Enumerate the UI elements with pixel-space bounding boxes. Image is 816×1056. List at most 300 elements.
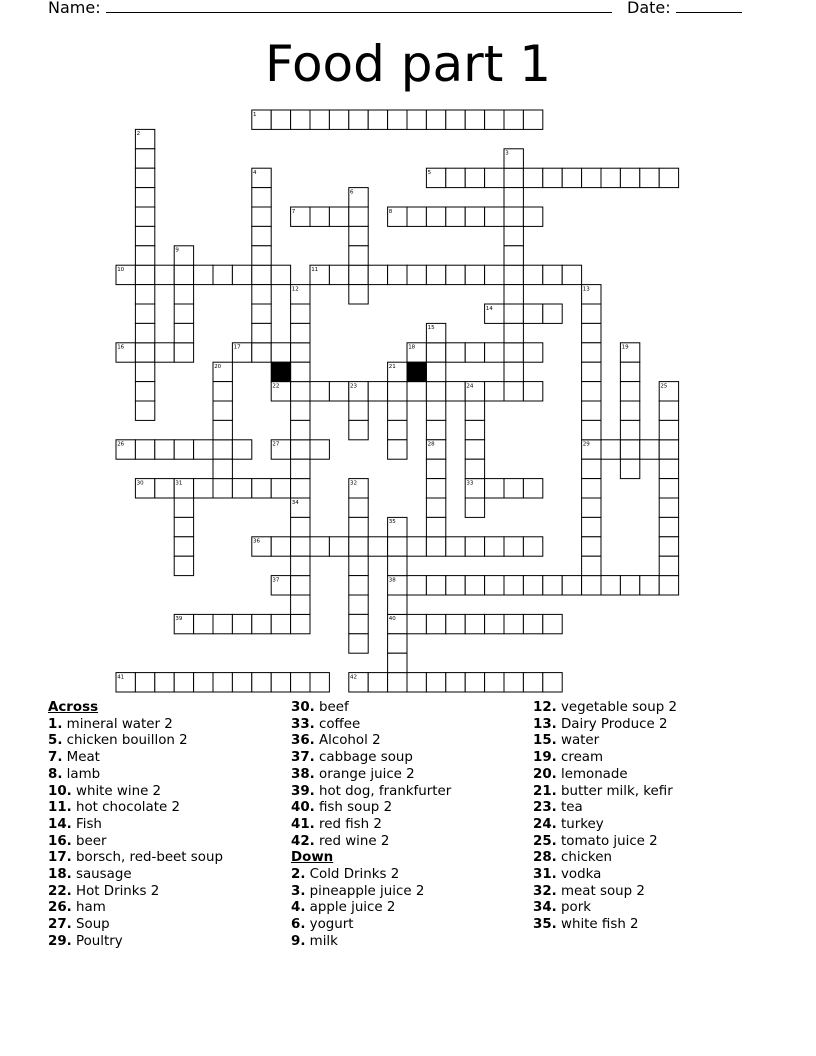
grid-cell[interactable] <box>388 537 407 556</box>
grid-cell[interactable] <box>252 226 271 245</box>
grid-cell[interactable] <box>582 382 601 401</box>
grid-cell[interactable] <box>582 537 601 556</box>
grid-cell[interactable] <box>523 207 542 226</box>
grid-cell[interactable] <box>659 498 678 517</box>
grid-cell[interactable] <box>135 382 154 401</box>
grid-cell[interactable] <box>291 420 310 439</box>
grid-cell[interactable] <box>155 673 174 692</box>
grid-cell[interactable] <box>388 653 407 672</box>
grid-cell[interactable] <box>252 343 271 362</box>
clue-item <box>533 733 677 750</box>
grid-cell[interactable] <box>426 362 445 381</box>
grid-cell[interactable] <box>135 149 154 168</box>
grid-cell[interactable] <box>349 110 368 129</box>
grid-cell[interactable] <box>485 576 504 595</box>
grid-cell[interactable] <box>252 323 271 342</box>
clue-item <box>291 834 451 851</box>
grid-cell[interactable] <box>407 537 426 556</box>
grid-cell[interactable] <box>329 382 348 401</box>
grid-cell[interactable] <box>659 556 678 575</box>
grid-cell[interactable] <box>174 285 193 304</box>
grid-cell[interactable] <box>465 265 484 284</box>
grid-cell[interactable] <box>504 537 523 556</box>
grid-cell[interactable] <box>485 168 504 187</box>
clue-number-label: 33. <box>291 716 315 732</box>
grid-cell[interactable] <box>291 517 310 536</box>
grid-cell[interactable] <box>465 537 484 556</box>
grid-cell[interactable] <box>523 479 542 498</box>
grid-cell[interactable] <box>135 226 154 245</box>
grid-cell[interactable] <box>659 537 678 556</box>
grid-cell[interactable] <box>388 440 407 459</box>
grid-cell[interactable] <box>213 614 232 633</box>
clue-item <box>48 834 223 851</box>
grid-cell[interactable] <box>349 576 368 595</box>
grid-cell[interactable] <box>388 401 407 420</box>
grid-cell[interactable] <box>504 188 523 207</box>
grid-cell[interactable] <box>135 265 154 284</box>
grid-cell[interactable] <box>582 401 601 420</box>
grid-cell[interactable] <box>174 498 193 517</box>
grid-cell[interactable] <box>388 595 407 614</box>
grid-cell[interactable] <box>232 479 251 498</box>
clue-item <box>291 900 451 917</box>
grid-cell[interactable] <box>232 614 251 633</box>
grid-cell[interactable] <box>291 479 310 498</box>
grid-cell[interactable] <box>271 265 290 284</box>
grid-cell[interactable] <box>523 265 542 284</box>
grid-cell[interactable] <box>465 207 484 226</box>
grid-cell[interactable] <box>329 537 348 556</box>
grid-cell[interactable] <box>504 110 523 129</box>
grid-cell[interactable] <box>271 110 290 129</box>
grid-cell[interactable] <box>310 207 329 226</box>
grid-cell[interactable] <box>194 614 213 633</box>
grid-cell[interactable] <box>174 343 193 362</box>
grid-cell[interactable] <box>504 382 523 401</box>
grid-cell[interactable] <box>640 576 659 595</box>
grid-cell[interactable] <box>388 382 407 401</box>
grid-cell[interactable] <box>582 479 601 498</box>
clue-number: 14 <box>485 305 493 312</box>
grid-cell[interactable] <box>174 440 193 459</box>
grid-cell[interactable] <box>446 382 465 401</box>
grid-cell[interactable] <box>659 517 678 536</box>
grid-cell[interactable] <box>194 440 213 459</box>
grid-cell[interactable] <box>426 343 445 362</box>
grid-cell[interactable] <box>485 110 504 129</box>
grid-cell[interactable] <box>465 614 484 633</box>
grid-cell[interactable] <box>329 265 348 284</box>
clue-number: 36 <box>253 538 260 545</box>
grid-cell[interactable] <box>543 614 562 633</box>
grid-cell[interactable] <box>213 479 232 498</box>
grid-cell[interactable] <box>426 537 445 556</box>
grid-cell[interactable] <box>446 673 465 692</box>
grid-cell[interactable] <box>135 362 154 381</box>
grid-cell[interactable] <box>388 420 407 439</box>
grid-cell[interactable] <box>504 673 523 692</box>
grid-cell[interactable] <box>582 459 601 478</box>
grid-cell[interactable] <box>213 673 232 692</box>
grid-cell[interactable] <box>291 401 310 420</box>
grid-cell[interactable] <box>446 537 465 556</box>
grid-cell[interactable] <box>349 634 368 653</box>
grid-cell[interactable] <box>135 188 154 207</box>
grid-cell[interactable] <box>485 614 504 633</box>
grid-cell[interactable] <box>135 304 154 323</box>
grid-cell[interactable] <box>213 440 232 459</box>
grid-cell[interactable] <box>349 517 368 536</box>
grid-cell[interactable] <box>601 576 620 595</box>
grid-cell[interactable] <box>562 168 581 187</box>
grid-cell[interactable] <box>426 614 445 633</box>
grid-cell[interactable] <box>504 265 523 284</box>
grid-cell[interactable] <box>135 168 154 187</box>
grid-cell[interactable] <box>426 420 445 439</box>
clue-number-label: 4. <box>291 900 306 916</box>
grid-cell[interactable] <box>252 188 271 207</box>
grid-cell[interactable] <box>388 673 407 692</box>
clue-item <box>533 884 677 901</box>
grid-cell[interactable] <box>368 265 387 284</box>
grid-cell[interactable] <box>446 265 465 284</box>
grid-cell[interactable] <box>485 673 504 692</box>
grid-cell[interactable] <box>485 479 504 498</box>
grid-cell[interactable] <box>135 673 154 692</box>
grid-cell[interactable] <box>349 265 368 284</box>
grid-cell[interactable] <box>135 323 154 342</box>
grid-cell[interactable] <box>426 401 445 420</box>
grid-cell[interactable] <box>310 673 329 692</box>
grid-cell[interactable] <box>291 556 310 575</box>
grid-cell[interactable] <box>562 265 581 284</box>
grid-cell[interactable] <box>174 537 193 556</box>
grid-cell[interactable] <box>291 304 310 323</box>
grid-cell[interactable] <box>349 226 368 245</box>
grid-cell[interactable] <box>271 537 290 556</box>
grid-cell[interactable] <box>155 265 174 284</box>
grid-cell[interactable] <box>465 168 484 187</box>
clue-item <box>48 934 223 951</box>
grid-cell[interactable] <box>659 440 678 459</box>
clue-item <box>533 784 677 801</box>
grid-cell[interactable] <box>349 537 368 556</box>
clue-number: 40 <box>388 616 396 623</box>
grid-cell[interactable] <box>291 576 310 595</box>
grid-cell[interactable] <box>543 265 562 284</box>
grid-cell[interactable] <box>194 479 213 498</box>
grid-cell[interactable] <box>659 401 678 420</box>
grid-cell[interactable] <box>407 265 426 284</box>
grid-cell[interactable] <box>582 420 601 439</box>
clue-number: 4 <box>253 170 257 176</box>
grid-cell[interactable] <box>465 459 484 478</box>
grid-cell[interactable] <box>465 343 484 362</box>
clue-number: 10 <box>117 267 125 273</box>
grid-cell[interactable] <box>310 440 329 459</box>
clue-item <box>48 784 223 801</box>
grid-cell[interactable] <box>135 285 154 304</box>
grid-cell[interactable] <box>504 479 523 498</box>
grid-cell[interactable] <box>174 556 193 575</box>
grid-cell[interactable] <box>213 265 232 284</box>
grid-cell[interactable] <box>465 576 484 595</box>
grid-cell[interactable] <box>543 304 562 323</box>
grid-cell[interactable] <box>368 673 387 692</box>
clue-text: ham <box>76 900 106 916</box>
grid-cell[interactable] <box>291 382 310 401</box>
grid-cell[interactable] <box>252 285 271 304</box>
grid-cell[interactable] <box>601 168 620 187</box>
grid-cell[interactable] <box>213 382 232 401</box>
grid-cell[interactable] <box>465 673 484 692</box>
grid-cell[interactable] <box>485 382 504 401</box>
grid-cell[interactable] <box>426 673 445 692</box>
grid-cell[interactable] <box>388 634 407 653</box>
grid-cell[interactable] <box>174 265 193 284</box>
grid-cell[interactable] <box>562 576 581 595</box>
grid-cell[interactable] <box>485 265 504 284</box>
clue-item <box>533 750 677 767</box>
grid-cell[interactable] <box>523 110 542 129</box>
grid-cell[interactable] <box>523 576 542 595</box>
grid-cell[interactable] <box>504 246 523 265</box>
grid-cell[interactable] <box>504 576 523 595</box>
grid-cell[interactable] <box>135 246 154 265</box>
grid-cell[interactable] <box>582 304 601 323</box>
grid-cell[interactable] <box>446 614 465 633</box>
grid-cell[interactable] <box>426 576 445 595</box>
grid-cell[interactable] <box>659 420 678 439</box>
grid-cell[interactable] <box>426 382 445 401</box>
grid-cell[interactable] <box>446 343 465 362</box>
grid-cell[interactable] <box>543 576 562 595</box>
grid-cell[interactable] <box>659 168 678 187</box>
grid-cell[interactable] <box>252 246 271 265</box>
grid-cell[interactable] <box>446 207 465 226</box>
clue-item <box>291 817 451 834</box>
grid-cell[interactable] <box>232 673 251 692</box>
grid-cell[interactable] <box>582 168 601 187</box>
grid-cell[interactable] <box>388 556 407 575</box>
grid-cell[interactable] <box>174 323 193 342</box>
grid-cell[interactable] <box>504 285 523 304</box>
grid-cell[interactable] <box>213 401 232 420</box>
grid-cell[interactable] <box>310 537 329 556</box>
grid-cell[interactable] <box>485 343 504 362</box>
grid-cell[interactable] <box>601 440 620 459</box>
grid-cell[interactable] <box>291 362 310 381</box>
grid-cell[interactable] <box>407 614 426 633</box>
grid-cell[interactable] <box>426 517 445 536</box>
grid-cell[interactable] <box>310 382 329 401</box>
grid-cell[interactable] <box>407 110 426 129</box>
grid-cell[interactable] <box>543 168 562 187</box>
grid-cell[interactable] <box>291 537 310 556</box>
grid-cell[interactable] <box>291 343 310 362</box>
grid-cell[interactable] <box>271 343 290 362</box>
grid-cell[interactable] <box>349 614 368 633</box>
grid-cell[interactable] <box>135 401 154 420</box>
clue-text: pineapple juice 2 <box>309 883 425 899</box>
grid-cell[interactable] <box>213 420 232 439</box>
grid-cell[interactable] <box>582 362 601 381</box>
grid-cell[interactable] <box>485 207 504 226</box>
grid-cell[interactable] <box>465 401 484 420</box>
grid-cell[interactable] <box>368 110 387 129</box>
grid-cell[interactable] <box>252 265 271 284</box>
down-heading: Down <box>291 850 334 866</box>
grid-cell[interactable] <box>504 168 523 187</box>
grid-cell[interactable] <box>620 362 639 381</box>
grid-cell[interactable] <box>174 673 193 692</box>
grid-cell[interactable] <box>523 614 542 633</box>
grid-cell[interactable] <box>291 323 310 342</box>
grid-cell[interactable] <box>135 343 154 362</box>
grid-cell[interactable] <box>620 576 639 595</box>
grid-cell[interactable] <box>388 110 407 129</box>
grid-cell[interactable] <box>271 673 290 692</box>
grid-cell[interactable] <box>291 110 310 129</box>
grid-cell[interactable] <box>194 265 213 284</box>
grid-cell[interactable] <box>504 304 523 323</box>
grid-cell[interactable] <box>232 440 251 459</box>
grid-cell[interactable] <box>582 498 601 517</box>
clue-number-label: 16. <box>48 833 72 849</box>
grid-cell[interactable] <box>194 673 213 692</box>
grid-cell[interactable] <box>213 459 232 478</box>
clue-number: 22 <box>272 383 280 390</box>
grid-cell[interactable] <box>485 537 504 556</box>
grid-cell[interactable] <box>426 498 445 517</box>
grid-cell[interactable] <box>407 207 426 226</box>
grid-cell[interactable] <box>291 614 310 633</box>
grid-cell[interactable] <box>329 110 348 129</box>
grid-cell[interactable] <box>465 440 484 459</box>
grid-cell[interactable] <box>640 168 659 187</box>
grid-cell[interactable] <box>620 401 639 420</box>
grid-cell[interactable] <box>504 226 523 245</box>
grid-cell[interactable] <box>329 207 348 226</box>
grid-cell[interactable] <box>252 207 271 226</box>
grid-cell[interactable] <box>174 517 193 536</box>
grid-cell[interactable] <box>620 168 639 187</box>
clue-number: 24 <box>466 383 474 390</box>
grid-cell[interactable] <box>659 576 678 595</box>
grid-cell[interactable] <box>252 673 271 692</box>
grid-cell[interactable] <box>504 207 523 226</box>
grid-cell[interactable] <box>504 323 523 342</box>
grid-cell[interactable] <box>523 537 542 556</box>
grid-cell[interactable] <box>232 265 251 284</box>
grid-cell[interactable] <box>349 498 368 517</box>
grid-cell[interactable] <box>349 595 368 614</box>
grid-cell[interactable] <box>135 440 154 459</box>
grid-cell[interactable] <box>349 285 368 304</box>
grid-cell[interactable] <box>349 556 368 575</box>
grid-cell[interactable] <box>446 576 465 595</box>
grid-cell[interactable] <box>135 207 154 226</box>
grid-cell[interactable] <box>523 168 542 187</box>
name-label: Name: <box>48 0 101 17</box>
grid-cell[interactable] <box>368 537 387 556</box>
grid-cell[interactable] <box>523 343 542 362</box>
grid-cell[interactable] <box>349 401 368 420</box>
grid-cell[interactable] <box>291 595 310 614</box>
grid-cell[interactable] <box>504 362 523 381</box>
grid-cell[interactable] <box>620 459 639 478</box>
grid-cell[interactable] <box>620 420 639 439</box>
grid-cell[interactable] <box>426 265 445 284</box>
grid-cell[interactable] <box>271 479 290 498</box>
grid-cell[interactable] <box>523 304 542 323</box>
grid-cell[interactable] <box>174 304 193 323</box>
grid-cell[interactable] <box>523 382 542 401</box>
grid-cell[interactable] <box>640 440 659 459</box>
grid-cell[interactable] <box>407 576 426 595</box>
grid-cell[interactable] <box>291 459 310 478</box>
grid-cell[interactable] <box>582 517 601 536</box>
grid-cell[interactable] <box>543 673 562 692</box>
clue-number-label: 20. <box>533 766 557 782</box>
grid-cell[interactable] <box>155 343 174 362</box>
clue-text: Fish <box>76 816 102 832</box>
grid-cell[interactable] <box>407 382 426 401</box>
grid-cell[interactable] <box>291 440 310 459</box>
clue-text: cabbage soup <box>319 750 413 766</box>
grid-cell[interactable] <box>504 614 523 633</box>
grid-cell[interactable] <box>582 576 601 595</box>
grid-cell[interactable] <box>620 382 639 401</box>
clue-number: 25 <box>660 383 668 390</box>
grid-cell[interactable] <box>368 382 387 401</box>
grid-cell[interactable] <box>446 110 465 129</box>
grid-cell[interactable] <box>465 110 484 129</box>
clue-item <box>291 700 451 717</box>
grid-cell[interactable] <box>271 614 290 633</box>
grid-cell[interactable] <box>504 343 523 362</box>
grid-cell[interactable] <box>582 556 601 575</box>
grid-cell[interactable] <box>426 459 445 478</box>
grid-cell[interactable] <box>291 673 310 692</box>
grid-cell[interactable] <box>155 440 174 459</box>
grid-cell[interactable] <box>426 207 445 226</box>
grid-cell[interactable] <box>426 479 445 498</box>
grid-cell[interactable] <box>388 265 407 284</box>
grid-cell[interactable] <box>349 420 368 439</box>
grid-cell[interactable] <box>349 207 368 226</box>
grid-cell[interactable] <box>582 343 601 362</box>
clue-number-label: 19. <box>533 750 557 766</box>
grid-cell[interactable] <box>465 420 484 439</box>
grid-cell[interactable] <box>426 110 445 129</box>
grid-cell[interactable] <box>252 479 271 498</box>
grid-cell[interactable] <box>659 479 678 498</box>
grid-cell[interactable] <box>349 246 368 265</box>
grid-cell[interactable] <box>446 168 465 187</box>
grid-cell[interactable] <box>252 614 271 633</box>
grid-cell[interactable] <box>582 323 601 342</box>
grid-cell[interactable] <box>620 440 639 459</box>
grid-cell[interactable] <box>659 459 678 478</box>
grid-cell[interactable] <box>407 673 426 692</box>
grid-cell[interactable] <box>465 498 484 517</box>
grid-cell[interactable] <box>310 110 329 129</box>
grid-cell[interactable] <box>523 673 542 692</box>
grid-cell[interactable] <box>252 304 271 323</box>
grid-cell[interactable] <box>155 479 174 498</box>
